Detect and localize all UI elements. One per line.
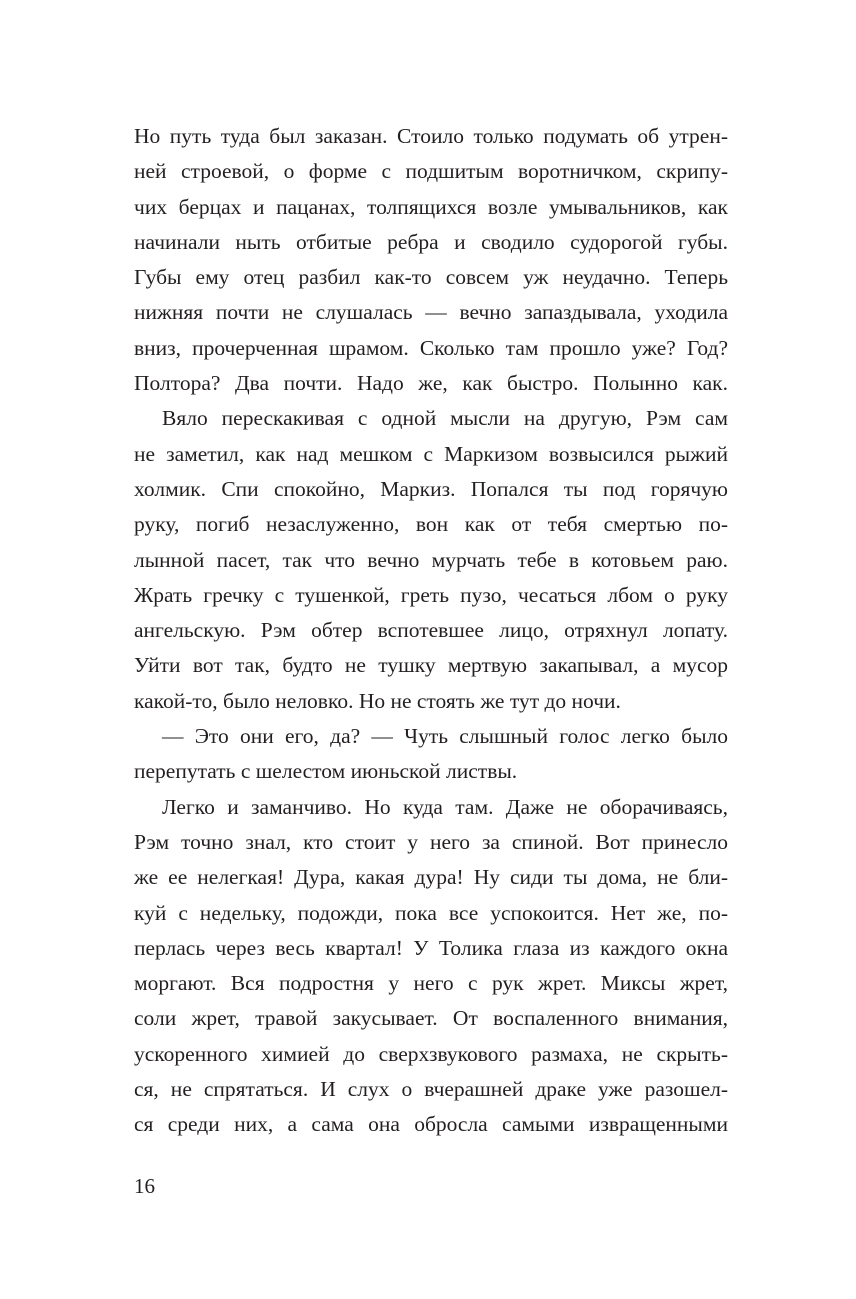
text-line: же ее нелегкая! Дура, какая дура! Ну сиди ты дома, не бли- — [134, 865, 728, 890]
text-line: Легко и заманчиво. Но куда там. Даже не оборачиваясь, — [162, 794, 728, 819]
text-line: куй с недельку, подожди, пока все успокоится. Нет же, по- — [134, 900, 728, 925]
text-line: Губы ему отец разбил как-то совсем уж неудачно. Теперь — [134, 265, 728, 290]
text-line: перепутать с шелестом июньской листвы. — [134, 759, 518, 784]
text-line: вниз, прочерченная шрамом. Сколько там прошло уже? Год? — [134, 335, 728, 360]
text-line: Но путь туда был заказан. Стоило только подумать об утрен- — [134, 124, 728, 148]
text-line: — Это они его, да? — Чуть слышный голос легко было — [162, 724, 728, 749]
body-text — [134, 119, 728, 1143]
page-number: 16 — [134, 1174, 155, 1198]
text-line: нижняя почти не слушалась — вечно запаздывала, уходила — [134, 300, 728, 325]
paragraph — [134, 719, 728, 790]
text-line: ней строевой, о форме с подшитым воротничком, скрипу- — [134, 159, 728, 184]
text-line: начинали ныть отбитые ребра и сводило судорогой губы. — [134, 229, 728, 254]
text-line: ускоренного химией до сверхзвукового размаха, не скрыть- — [134, 1041, 728, 1066]
text-line: ангельскую. Рэм обтер вспотевшее лицо, отряхнул лопату. — [134, 618, 728, 643]
text-line: ся, не спрятаться. И слух о вчерашней драке уже разошел- — [134, 1077, 728, 1102]
text-line: моргают. Вся подростня у него с рук жрет. Миксы жрет, — [134, 971, 728, 996]
text-line: Жрать гречку с тушенкой, греть пузо, чесаться лбом о руку — [134, 582, 728, 607]
text-line: перлась через весь квартал! У Толика глаза из каждого окна — [134, 935, 728, 960]
text-line: не заметил, как над мешком с Маркизом возвысился рыжий — [134, 441, 728, 466]
paragraph — [134, 401, 728, 719]
text-line: лынной пасет, так что вечно мурчать тебе в котовьем раю. — [134, 547, 728, 572]
text-line: Рэм точно знал, кто стоит у него за спиной. Вот принесло — [134, 829, 728, 854]
text-line: какой-то, было неловко. Но не стоять же тут до ночи. — [134, 688, 621, 713]
text-line: холмик. Спи спокойно, Маркиз. Попался ты под горячую — [134, 476, 728, 501]
paragraph — [134, 119, 728, 401]
text-line: ся среди них, а сама она обросла самыми извращенными — [134, 1112, 728, 1137]
text-line: Полтора? Два почти. Надо же, как быстро. Полынно как. — [134, 371, 728, 396]
text-line: соли жрет, травой закусывает. От воспаленного внимания, — [134, 1006, 728, 1031]
text-line: руку, погиб незаслуженно, вон как от тебя смертью по- — [134, 512, 728, 537]
paragraph — [134, 790, 728, 1143]
text-line: чих берцах и пацанах, толпящихся возле умывальников, как — [134, 194, 728, 219]
text-line: Уйти вот так, будто не тушку мертвую закапывал, а мусор — [134, 653, 728, 678]
text-line: Вяло перескакивая с одной мысли на другую, Рэм сам — [162, 406, 728, 431]
